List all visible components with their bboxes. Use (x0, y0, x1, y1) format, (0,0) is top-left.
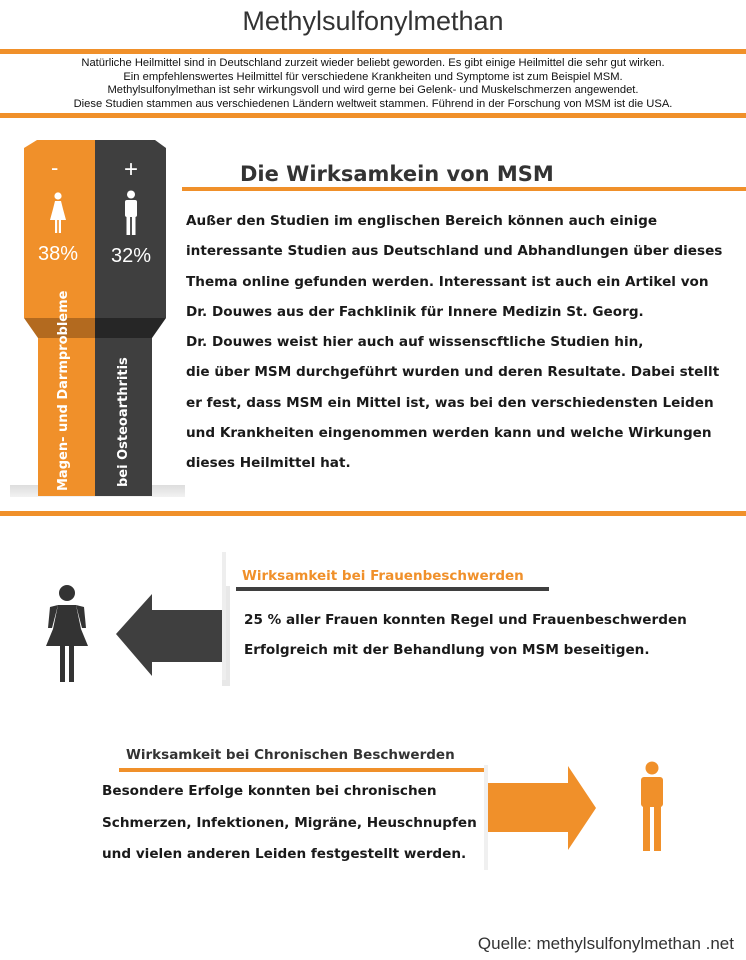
frauen-line: 25 % aller Frauen konnten Regel und Frauenbeschwerden (244, 612, 687, 628)
paragraph-line: interessante Studien aus Deutschland und Abhandlungen über dieses (186, 243, 723, 260)
stat-left-sign: - (51, 155, 59, 180)
female-icon (44, 584, 90, 684)
paragraph-line: und Krankheiten eingenommen werden kann und welche Wirkungen (186, 425, 712, 442)
stat-left-percent: 38% (38, 243, 79, 265)
stat-right-percent: 32% (111, 245, 152, 267)
section-heading: Die Wirksamkein von MSM (240, 162, 554, 186)
source-credit: Quelle: methylsulfonylmethan .net (477, 934, 734, 953)
frauen-line: Erfolgreich mit der Behandlung von MSM beseitigen. (244, 642, 650, 658)
paragraph-line: Dr. Douwes aus der Fachklinik für Innere Medizin St. Georg. (186, 303, 644, 320)
intro-line: Methylsulfonylmethan ist sehr wirkungsvoll und wird gerne bei Gelenk- und Muskelschmerzen angewendet. (107, 84, 639, 96)
heading-underline (182, 187, 746, 191)
frauen-shadow-line (222, 552, 226, 680)
section-paragraph (186, 206, 746, 479)
paragraph-line: er fest, dass MSM ein Mittel ist, was bei den verschiedensten Leiden (186, 394, 714, 411)
chronisch-line: und vielen anderen Leiden festgestellt werden. (102, 846, 467, 862)
chronisch-underline (119, 768, 484, 772)
arrow-right-icon (488, 764, 598, 854)
paragraph-line: die über MSM durchgeführt wurden und deren Resultate. Dabei stellt (186, 364, 720, 381)
stat-right-label: bei Osteoarthritis (116, 357, 131, 487)
intro-line: Diese Studien stammen aus verschiedenen Ländern weltweit stammen. Führend in der Forschung von MSM ist die USA. (73, 97, 673, 110)
arrow-left-icon (116, 586, 231, 686)
page-title: Methylsulfonylmethan (242, 6, 504, 36)
chronisch-line: Schmerzen, Infektionen, Migräne, Heuschnupfen (102, 815, 477, 831)
stat-left-label: Magen- und Darmprobleme (56, 290, 71, 491)
top-divider (0, 49, 746, 54)
intro-line: Natürliche Heilmittel sind in Deutschland zurzeit wieder beliebt geworden. Es gibt einige Heilmittel die sehr gut wirken. (81, 57, 665, 69)
male-icon (636, 761, 668, 853)
stat-ribbons (0, 140, 190, 500)
stat-right-sign: + (124, 156, 139, 183)
section-divider (0, 511, 746, 516)
ribbon-right-fold (95, 318, 166, 338)
intro-line: Ein empfehlenswertes Heilmittel für verschiedene Krankheiten und Symptome ist zum Beispiel MSM. (123, 70, 623, 83)
frauen-heading: Wirksamkeit bei Frauenbeschwerden (242, 568, 524, 584)
paragraph-line: Dr. Douwes weist hier auch auf wissenscftliche Studien hin, (186, 334, 644, 351)
paragraph-line: Thema online gefunden werden. Interessant ist auch ein Artikel von (186, 273, 709, 290)
frauen-underline (236, 587, 549, 591)
intro-divider (0, 113, 746, 118)
chronisch-line: Besondere Erfolge konnten bei chronischen (102, 783, 437, 799)
female-icon (48, 192, 68, 234)
paragraph-line: Außer den Studien im englischen Bereich können auch einige (186, 213, 658, 229)
chronisch-heading: Wirksamkeit bei Chronischen Beschwerden (126, 747, 455, 763)
paragraph-line: dieses Heilmittel hat. (186, 455, 351, 472)
intro-text (0, 57, 746, 111)
male-icon (121, 190, 141, 236)
